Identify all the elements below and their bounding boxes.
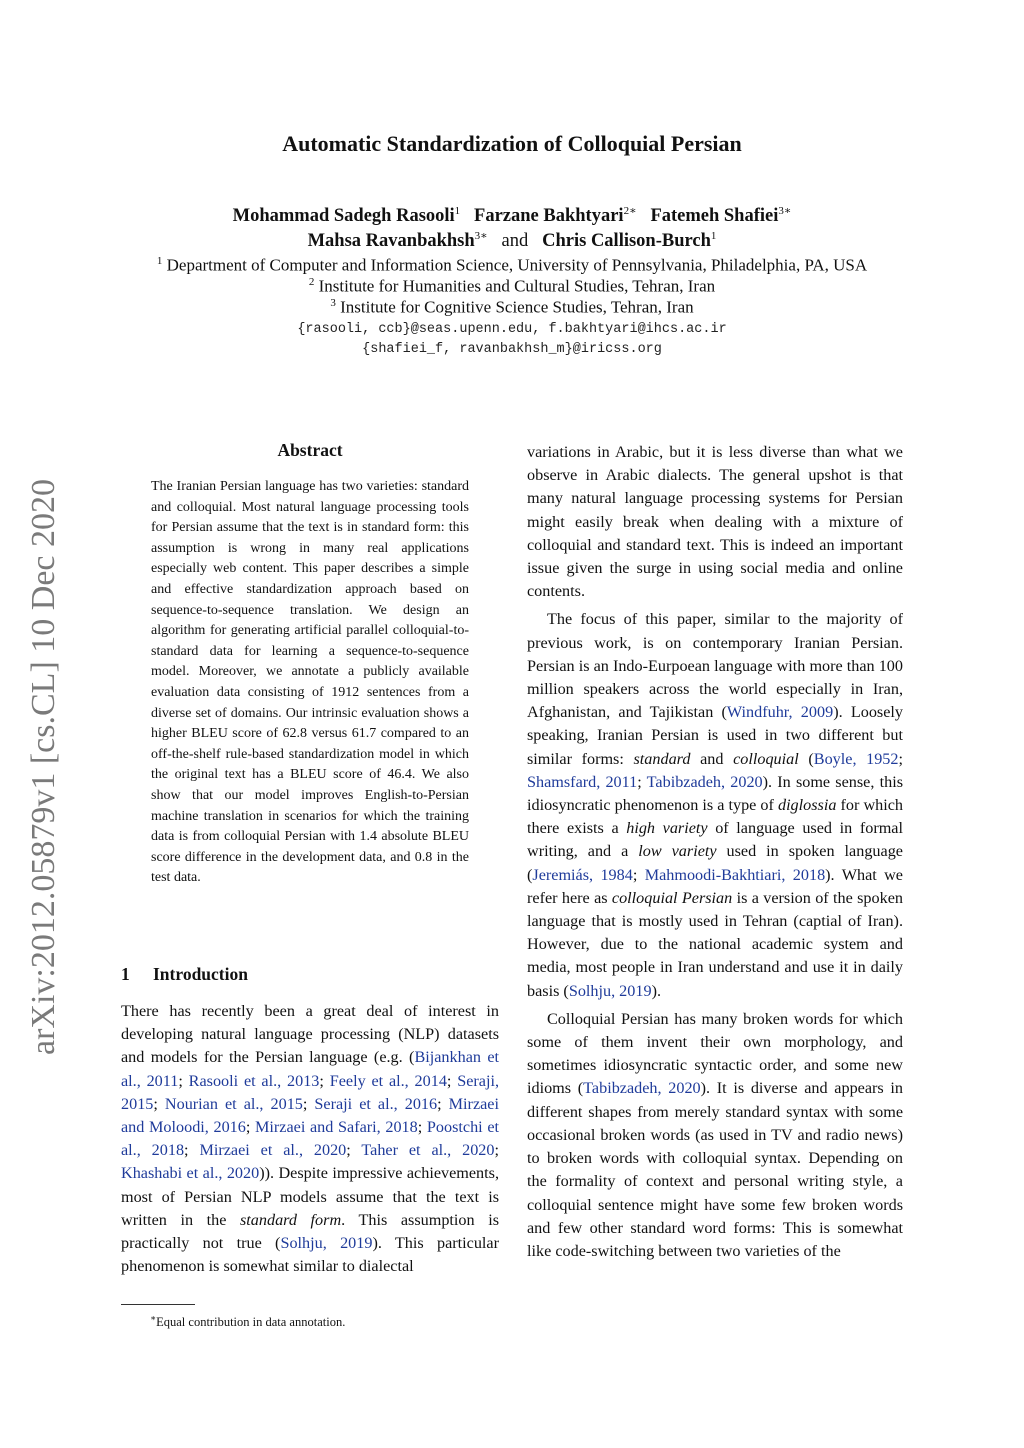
citation-link[interactable]: Poostchi et al., 2018: [121, 1118, 500, 1160]
abstract-text: The Iranian Persian language has two varieties: standard and colloquial. Most natural language processing tools for Persian assume that the text is in standard form: this assumption is wrong in many real applications especially web content. This paper describes a simple and effective standardization approach based on sequence-to-sequence translation. We design an algorithm for generating artificial parallel colloquial-to-standard data for learning a sequence-to-sequence model. Moreover, we annotate a publicly available evaluation data consisting of 1912 sentences from a diverse set of domains. Our intrinsic evaluation shows a higher BLEU score of 62.8 versus 61.7 compared to an off-the-shelf rule-based standardization model in which the original text has a BLEU score of 46.4. We also show that our model improves English-to-Persian machine translation in scenarios for which the training data is from colloquial Persian with 1.4 absolute BLEU score difference in the development data, and 0.8 in the test data.: [151, 479, 469, 886]
author-line-1: Mohammad Sadegh Rasooli$^1$ Farzane Bakhtyari$^{2∗}$ Fatemeh Shafiei$^{3∗}$: [232, 205, 792, 227]
citation-link[interactable]: Shamsfard, 2011: [527, 772, 638, 791]
citation-link[interactable]: Tabibzadeh, 2020: [583, 1079, 701, 1098]
citation-link[interactable]: Rasooli et al., 2013: [188, 1071, 320, 1090]
section-number: 1: [121, 964, 130, 984]
citation-link[interactable]: Feely et al., 2014: [329, 1071, 447, 1090]
right-column: [527, 441, 903, 1263]
affiliation-3: $^3$ Institute for Cognitive Science Studies, Tehran, Iran: [330, 297, 694, 317]
citation-link[interactable]: Boyle, 1952: [813, 749, 899, 768]
citation-link[interactable]: Windfuhr, 2009: [726, 703, 834, 722]
citation-link[interactable]: Mirzaei and Moloodi, 2016: [121, 1094, 499, 1137]
affiliation-1: $^1$ Department of Computer and Information Science, University of Pennsylvania, Philadelphia, PA, USA: [156, 255, 868, 275]
citation-link[interactable]: Tabibzadeh, 2020: [646, 772, 763, 791]
author-callison-burch: Chris Callison-Burch: [542, 231, 711, 252]
citation-link[interactable]: Khashabi et al., 2020: [121, 1164, 260, 1183]
paper-title: Automatic Standardization of Colloquial Persian: [282, 131, 742, 156]
intro-paragraph-1-left: There has recently been a great deal of interest in developing natural language processing (NLP) datasets and models for the Persian language (e.g. (Bijankhan et al., 2011; Rasooli et al., 2013; Feely et al., 2014; Seraji, 2015; Nourian et al., 2015; Seraji et al., 2016; Mirzaei and Moloodi, 2016; Mirzaei and Safari, 2018; Poostchi et al., 2018; Mirzaei et al., 2020; Taher et al., 2020; Khashabi et al., 2020)). Despite impressive achievements, most of Persian NLP models assume that the text is written in the standard form. This assumption is practically not true (Solhju, 2019). This particular phenomenon is somewhat similar to dialectal: [121, 1002, 500, 1276]
author-shafiei: Fatemeh Shafiei: [650, 206, 779, 227]
intro-paragraph-2: The focus of this paper, similar to the majority of previous work, is on contemporary Iranian Persian. Persian is an Indo-Eurpoean language with more than 100 million speakers across the world especially in Iran, Afghanistan, and Tajikistan (Windfuhr, 2009). Loosely speaking, Iranian Persian is used in two different but similar forms: standard and colloquial (Boyle, 1952; Shamsfard, 2011; Tabibzadeh, 2020). In some sense, this idiosyncratic phenomenon is a type of diglossia for which there exists a high variety of language used in formal writing, and a low variety used in spoken language (Jeremiás, 1984; Mahmoodi-Bakhtiari, 2018). What we refer here as colloquial Persian is a version of the spoken language that is mostly used in Tehran (captial of Iran). However, due to the national academic system and media, most people in Iran understand and use it in daily basis (Solhju, 2019).: [527, 610, 904, 1000]
citation-link[interactable]: Nourian et al., 2015: [164, 1094, 303, 1113]
affiliation-2: $^2$ Institute for Humanities and Cultural Studies, Tehran, Iran: [308, 276, 716, 296]
section-heading-introduction: [121, 964, 248, 985]
citation-link[interactable]: Taher et al., 2020: [361, 1141, 495, 1160]
author-line-2: Mahsa Ravanbakhsh$^{3∗}$ and Chris Callison-Burch$^1$: [307, 230, 717, 252]
citation-link[interactable]: Mirzaei and Safari, 2018: [255, 1118, 418, 1137]
citation-link[interactable]: Bijankhan et al., 2011: [121, 1048, 499, 1090]
author-bakhtyari: Farzane Bakhtyari: [474, 206, 624, 227]
intro-paragraph-1-continued: variations in Arabic, but it is less diverse than what we observe in Arabic dialects. The general upshot is that many natural language processing systems for Persian might easily break when dealing with a mixture of colloquial and standard text. This is indeed an important issue given the surge in using social media and online contents.: [527, 443, 903, 601]
citation-link[interactable]: Jeremiás, 1984: [532, 865, 633, 884]
author-rasooli: Mohammad Sadegh Rasooli: [232, 206, 455, 227]
citation-link[interactable]: Mirzaei et al., 2020: [199, 1141, 347, 1160]
section-title: Introduction: [153, 964, 248, 984]
arxiv-stamp: arXiv:2012.05879v1 [cs.CL] 10 Dec 2020: [25, 478, 62, 1055]
citation-link[interactable]: Seraji, 2015: [121, 1071, 500, 1113]
abstract-heading: Abstract: [277, 440, 343, 460]
citation-link[interactable]: Seraji et al., 2016: [314, 1094, 438, 1113]
author-ravanbakhsh: Mahsa Ravanbakhsh: [307, 231, 475, 252]
author-and: and: [501, 231, 529, 252]
email-line-1: {rasooli, ccb}@seas.upenn.edu, f.bakhtyari@ihcs.ac.ir: [297, 322, 727, 337]
footnote-rule: [121, 1304, 195, 1305]
citation-link[interactable]: Solhju, 2019: [568, 981, 652, 1000]
footnote: ∗Equal contribution in data annotation.: [150, 1313, 346, 1330]
citation-link[interactable]: Solhju, 2019: [280, 1234, 373, 1253]
email-line-2: {shafiei_f, ravanbakhsh_m}@iricss.org: [362, 342, 662, 357]
citation-link[interactable]: Mahmoodi-Bakhtiari, 2018: [644, 865, 826, 884]
intro-paragraph-3: Colloquial Persian has many broken words for which some of them invent their own morphology, and sometimes idiosyncratic syntactic order, and some new idioms (Tabibzadeh, 2020). It is diverse and appears in different shapes from merely standard syntax with some occasional broken words (as used in TV and radio news) to broken words with colloquial syntax. Depending on the formality of context and personal writing style, a colloquial sentence might have some few broken words and few other standard word forms: This is somewhat like code-switching between two varieties of the: [527, 1009, 904, 1260]
